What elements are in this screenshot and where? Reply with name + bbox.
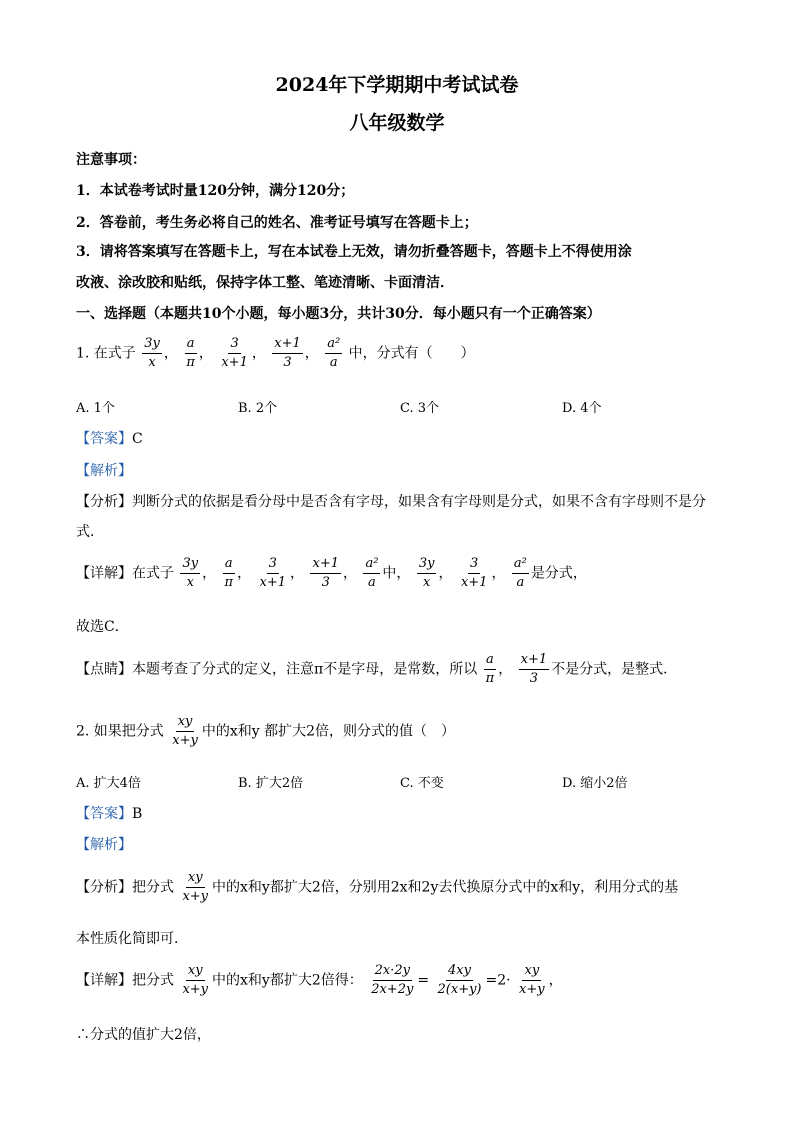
q1-suffix: 中，分式有（ ） — [348, 345, 475, 362]
fraction-x-plus-1-over-3: $\frac{x+1}{3}$ — [274, 336, 301, 370]
fraction-a2-over-a: $\frac{\text{a²}}{a}$ — [327, 336, 341, 370]
exam-title: 2024年下学期期中考试试卷 — [275, 74, 519, 96]
answer-tag: 【答案】 — [76, 806, 132, 822]
fraction-2x2y-over-2x-plus-2y: $\frac{2x\cdot 2y}{2x+2y}$ — [371, 963, 414, 997]
q1-dianjing: 【点睛】本题考查了分式的定义，注意π不是字母，是常数，所以 $\frac{a}{\pi}$ ， $\frac{x+1}{3}$ 不是分式，是整式． — [76, 652, 678, 686]
notice-item-4: 改液、涂改胶和贴纸，保持字体工整、笔迹清晰、卡面清洁． — [76, 275, 454, 291]
fraction-x-plus-1-over-3: $\frac{x+1}{3}$ — [312, 556, 339, 590]
fraction-xy-over-x-plus-y: $\frac{xy}{x+y}$ — [172, 714, 198, 748]
fraction-3y-over-x: $\frac{3y}{x}$ — [144, 336, 160, 370]
q1-option-b: B. 2个 — [238, 401, 278, 416]
answer-value: C — [132, 431, 143, 447]
q1-prefix: 1. 在式子 — [76, 345, 136, 362]
q1-option-a: A. 1个 — [76, 401, 115, 416]
q2-prefix: 2. 如果把分式 — [76, 723, 164, 740]
fraction-xy-over-x-plus-y: $\frac{xy}{x+y}$ — [182, 870, 209, 904]
q1-fenxi-line1: 【分析】判断分式的依据是看分母中是否含有字母，如果含有字母则是分式，如果不含有字母则不是分 — [76, 494, 706, 510]
q1-option-c: C. 3个 — [400, 401, 440, 416]
q2-answer — [76, 803, 142, 823]
fraction-3-over-x-plus-1: $\frac{3}{x+1}$ — [221, 336, 248, 370]
fraction-3-over-x-plus-1: $\frac{3}{x+1}$ — [259, 556, 287, 590]
fenxi-tag: 【分析】 — [76, 879, 132, 896]
fraction-xy-over-x-plus-y: $\frac{xy}{x+y}$ — [519, 963, 545, 997]
q2-fenxi-line2: 本性质化简即可. — [76, 931, 179, 947]
q1-stem: 1. 在式子 $\frac{3y}{x}$ ， $\frac{a}{\pi}$ ， $\frac{3}{x+1}$ ， $\frac{x+1}{3}$ ， $\frac{\text{a²}}{a}$ 中，分式有（ ） — [76, 336, 475, 370]
notice-item-1: 1．本试卷考试时量120分钟，满分120分； — [76, 183, 355, 199]
analysis-tag: 【解析】 — [76, 463, 132, 479]
q1-fenxi-line2: 式． — [76, 524, 104, 540]
dianjing-tag: 【点睛】 — [76, 661, 132, 678]
q2-xiangjie: 【详解】把分式 $\frac{xy}{x+y}$ 中的x和y都扩大2倍得： $\frac{2x\cdot 2y}{2x+2y}$ = $\frac{4xy}{2(x+y)}$ =2· $\frac{xy}{x+y}$ ， — [76, 963, 563, 997]
q2-conclusion: ∴分式的值扩大2倍， — [76, 1027, 211, 1043]
fraction-a-over-pi: $\frac{a}{\pi}$ — [224, 556, 234, 590]
answer-value: B — [132, 806, 143, 822]
fraction-x-plus-1-over-3: $\frac{x+1}{3}$ — [520, 652, 548, 686]
q2-fenxi-line1: 【分析】把分式 $\frac{xy}{x+y}$ 中的x和y都扩大2倍，分别用2x和2y去代换原分式中的x和y，利用分式的基 — [76, 870, 679, 904]
q2-option-c: C. 不变 — [400, 776, 444, 791]
q2-analysis — [76, 834, 132, 854]
q1-xiangjie: 【详解】在式子 $\frac{3y}{x}$ ， $\frac{a}{\pi}$ ， $\frac{3}{x+1}$ ， $\frac{x+1}{3}$ ， $\frac{\text{a²}}{a}$ 中， $\frac{3y}{x}$ ， $\frac{3}{x+1}$ ， $\frac{\text{a²}}{a}$ 是分式， — [76, 556, 587, 590]
fraction-3-over-x-plus-1: $\frac{3}{x+1}$ — [460, 556, 488, 590]
answer-tag: 【答案】 — [76, 431, 132, 447]
analysis-tag: 【解析】 — [76, 837, 132, 853]
q1-answer — [76, 428, 143, 448]
xiangjie-tag: 【详解】 — [76, 565, 132, 582]
q2-option-b: B. 扩大2倍 — [238, 776, 304, 791]
xiangjie-tag: 【详解】 — [76, 972, 132, 989]
fraction-3y-over-x: $\frac{3y}{x}$ — [418, 556, 435, 590]
fraction-4xy-over-2-x-plus-y: $\frac{4xy}{2(x+y)}$ — [437, 963, 482, 997]
fraction-3y-over-x: $\frac{3y}{x}$ — [182, 556, 199, 590]
q2-suffix: 中的x和y 都扩大2倍，则分式的值（ ） — [201, 723, 456, 740]
fenxi-tag: 【分析】 — [76, 494, 132, 510]
fraction-a2-over-a: $\frac{\text{a²}}{a}$ — [365, 556, 379, 590]
q1-option-d: D. 4个 — [562, 401, 602, 416]
q1-analysis — [76, 460, 132, 480]
q2-option-d: D. 缩小2倍 — [562, 776, 628, 791]
notice-heading: 注意事项： — [76, 152, 146, 168]
fraction-a-over-pi: $\frac{a}{\pi}$ — [485, 652, 495, 686]
fraction-xy-over-x-plus-y: $\frac{xy}{x+y}$ — [182, 963, 209, 997]
q2-stem — [76, 714, 455, 749]
notice-item-3: 3．请将答案填写在答题卡上，写在本试卷上无效，请勿折叠答题卡，答题卡上不得使用涂 — [76, 244, 632, 260]
q1-conclusion: 故选C． — [76, 619, 129, 635]
exam-subtitle: 八年级数学 — [349, 112, 445, 134]
q2-option-a: A. 扩大4倍 — [76, 776, 141, 791]
section-heading: 一、选择题（本题共10个小题，每小题3分，共计30分．每小题只有一个正确答案） — [76, 306, 601, 322]
fraction-a-over-pi: $\frac{a}{\pi}$ — [186, 336, 195, 370]
fraction-a2-over-a: $\frac{\text{a²}}{a}$ — [513, 556, 527, 590]
notice-item-2: 2．答卷前，考生务必将自己的姓名、准考证号填写在答题卡上； — [76, 215, 478, 231]
